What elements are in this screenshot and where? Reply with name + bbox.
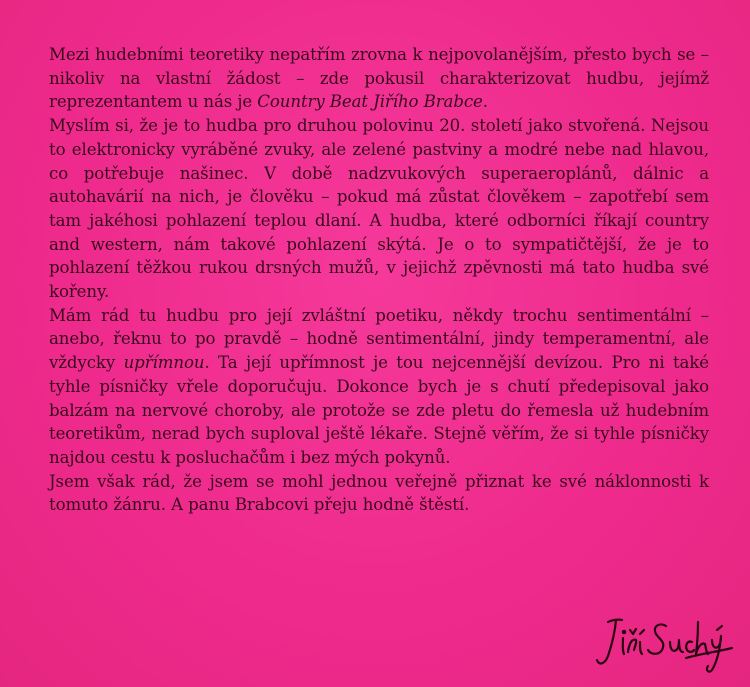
- paragraph-4: [49, 470, 709, 517]
- paragraph-1: [49, 43, 709, 114]
- italic-title: Country Beat Jiřího Brabce: [257, 92, 483, 112]
- signature-text: [590, 678, 591, 679]
- text-run: Myslím si, že je to hudba pro druhou polovinu 20. století jako stvořená. Nejsou to elektronicky vyráběné zvuky, ale zelené pastviny a modré nebe nad hlavou, co potřebuje našinec. V době nadzvukových superaeroplánů, dálnic a autohavárií na nich, je člověku – pokud má zůstat člověkem – zapotřebí sem tam jakéhosi pohlazení teplou dlaní. A hudba, které odborníci říkají country and western, nám takové pohlazení skýtá. Je o to sympatičtější, že je to pohlazení těžkou rukou drsných mužů, v jejichž zpěvnosti má tato hudba své kořeny.: [49, 116, 709, 302]
- signature-icon: [590, 608, 740, 678]
- text-run: .: [482, 92, 488, 112]
- italic-emphasis: upřímnou: [123, 353, 205, 373]
- text-run: Mezi hudebními teoretiky nepatřím zrovna k nejpovolanějším, přesto bych se – nikoliv na vlastní žádost – zde pokusil charakterizovat hudbu, jejímž reprezentantem u nás je: [49, 45, 709, 112]
- paragraph-2: [49, 114, 709, 304]
- handwritten-signature: [590, 608, 740, 678]
- text-run: Jsem však rád, že jsem se mohl jednou veřejně přiznat ke své náklonnosti k tomuto žánru. A panu Brabcovi přeju hodně štěstí.: [49, 471, 709, 515]
- paragraph-3: [49, 304, 709, 470]
- text-run: Mám rád tu hudbu pro její zvláštní poetiku, někdy trochu sentimentální – anebo, řeknu to po pravdě – hodně sentimentální, jindy temperamentní, ale vždycky: [49, 305, 709, 373]
- text-run: . Ta její upřímnost je tou nejcennější devízou. Pro ni také tyhle písničky vřele doporučuju. Dokonce bych je s chutí předepisoval jako balzám na nervové choroby, ale protože se zde pletu do řemesla už hudebním teoretikům, nerad bych suploval ještě lékaře. Stejně věřím, že si tyhle písničky najdou cestu k posluchačům i bez mých pokynů.: [49, 353, 709, 467]
- body-text: [49, 43, 709, 517]
